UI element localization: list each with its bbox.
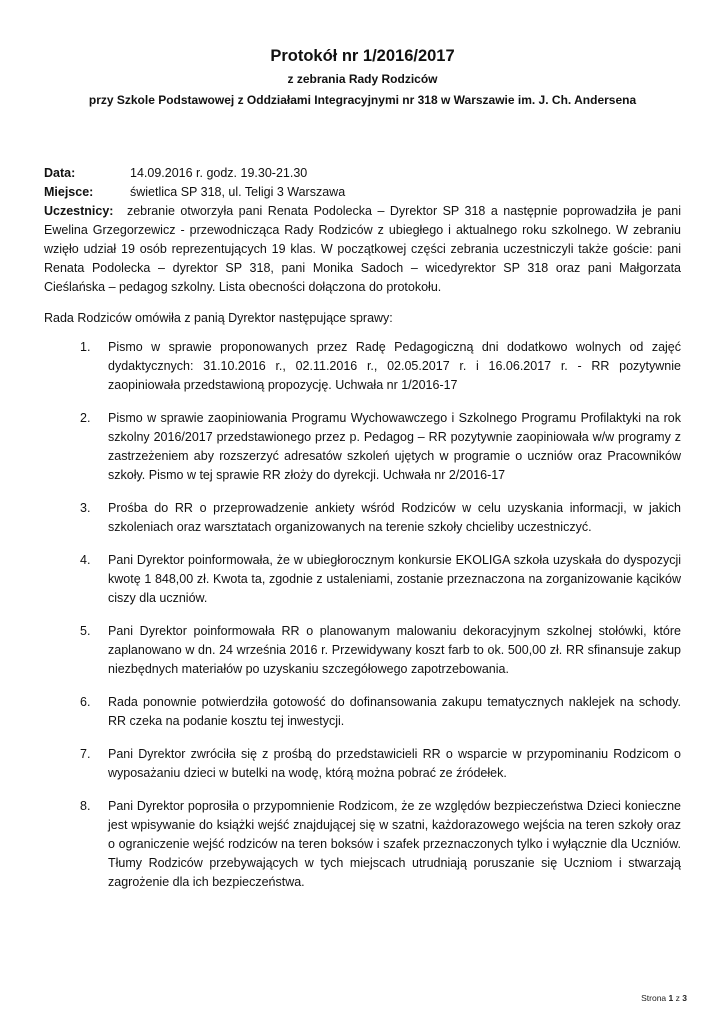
page-label: Strona [641,993,667,1003]
list-item-number: 6. [80,695,91,709]
list-item-text: Pani Dyrektor poinformowała RR o planowanym malowaniu dekoracyjnym szkolnej stołówki, które zaplanowano w dn. 24 września 2016 r. Przewidywany koszt farb to ok. 500,00 zł. RR sfinansuje zakup niezbędnych materiałów po uzyskaniu szczegółowego zapotrzebowania. [108,624,681,676]
list-item [80,797,681,892]
participants-paragraph [44,202,681,297]
list-item-text: Pani Dyrektor poprosiła o przypomnienie Rodzicom, że ze względów bezpieczeństwa Dzieci konieczne jest wpisywanie do książki wejść znajdującej się w szatni, każdorazowego wejścia na teren szkoły oraz o ograniczenie wejść rodziców na teren boksów i szafek przeznaczonych tylko i wyłącznie dla Uczniów. Tłumy Rodziców przebywających w tych miejscach utrudniają poruszanie się Uczniom i stwarzają zagrożenie dla ich bezpieczeństwa. [108,799,681,889]
page-current: 1 [668,993,674,1003]
list-item-number: 3. [80,501,91,515]
list-item-text: Pani Dyrektor zwróciła się z prośbą do przedstawicieli RR o wsparcie w przypominaniu Rodzicom o wyposażaniu dzieci w butelki na wodę, którą można pobrać ze źródełek. [108,747,681,780]
list-item-text: Prośba do RR o przeprowadzenie ankiety wśród Rodziców w celu uzyskania informacji, w jakich szkoleniach oraz warsztatach organizowanych na terenie szkoły chcieliby uczestniczyć. [108,501,681,534]
place-value: świetlica SP 318, ul. Teligi 3 Warszawa [130,185,346,199]
list-item-text: Pismo w sprawie zaopiniowania Programu Wychowawczego i Szkolnego Programu Profilaktyki na rok szkolny 2016/2017 przedstawionego przez p. Pedagog – RR pozytywnie zaopiniowała w/w programy z zastrzeżeniem aby rozszerzyć adresatów szkoleń ujętych w programie o uczniów oraz Pracowników szkoły. Pismo w tej sprawie RR złoży do dyrekcji. Uchwała nr 2/2016-17 [108,411,681,482]
list-item [80,409,681,485]
page-of: z [675,993,680,1003]
place-row [44,183,681,202]
list-item-number: 8. [80,799,91,813]
agenda-list [80,338,681,906]
document-header [0,45,725,109]
list-item [80,338,681,395]
list-item-number: 4. [80,553,91,567]
list-item [80,693,681,731]
agenda-intro: Rada Rodziców omówiła z panią Dyrektor następujące sprawy: [44,311,393,325]
list-item-text: Rada ponownie potwierdziła gotowość do dofinansowania zakupu tematycznych naklejek na schody. RR czeka na podanie kosztu tej inwestycji. [108,695,681,728]
document-subtitle: z zebrania Rady Rodziców [287,72,438,86]
list-item-text: Pismo w sprawie proponowanych przez Radę Pedagogiczną dni dodatkowo wolnych od zajęć dydaktycznych: 31.10.2016 r., 02.11.2016 r., 02.05.2017 r. i 16.06.2017 r. - RR pozytywnie zaopiniowała przedstawioną propozycję. Uchwała nr 1/2016-17 [108,340,681,392]
place-label: Miejsce: [44,185,94,199]
date-value: 14.09.2016 r. godz. 19.30-21.30 [130,166,308,180]
meeting-details [44,164,681,297]
page-footer [641,993,687,1003]
list-item [80,499,681,537]
participants-text: zebranie otworzyła pani Renata Podolecka – Dyrektor SP 318 a następnie poprowadziła je pani Ewelina Grzegorzewicz - przewodnicząca Rady Rodziców z ubiegłego i aktualnego roku szkolnego. W zebraniu wzięło udział 19 osób reprezentujących 19 klas. W początkowej części zebrania uczestniczyli także goście: pani Renata Podolecka – dyrektor SP 318, pani Monika Sadoch – wicedyrektor SP 318 oraz pani Małgorzata Cieślańska – pedagog szkolny. Lista obecności dołączona do protokołu. [44,204,681,294]
list-item-number: 7. [80,747,91,761]
list-item-number: 1. [80,340,91,354]
date-label: Data: [44,166,76,180]
list-item-number: 5. [80,624,91,638]
list-item-text: Pani Dyrektor poinformowała, że w ubiegłorocznym konkursie EKOLIGA szkoła uzyskała do dyspozycji kwotę 1 848,00 zł. Kwota ta, zgodnie z ustaleniami, zostanie przeznaczona na zorganizowanie kącików ciszy dla uczniów. [108,553,681,605]
list-item-number: 2. [80,411,91,425]
participants-label: Uczestnicy: [44,204,114,218]
list-item [80,551,681,608]
date-row [44,164,681,183]
document-title: Protokół nr 1/2016/2017 [270,47,455,65]
page-total: 3 [682,993,687,1003]
list-item [80,745,681,783]
list-item [80,622,681,679]
school-name: przy Szkole Podstawowej z Oddziałami Integracyjnymi nr 318 w Warszawie im. J. Ch. Andersena [88,93,637,107]
